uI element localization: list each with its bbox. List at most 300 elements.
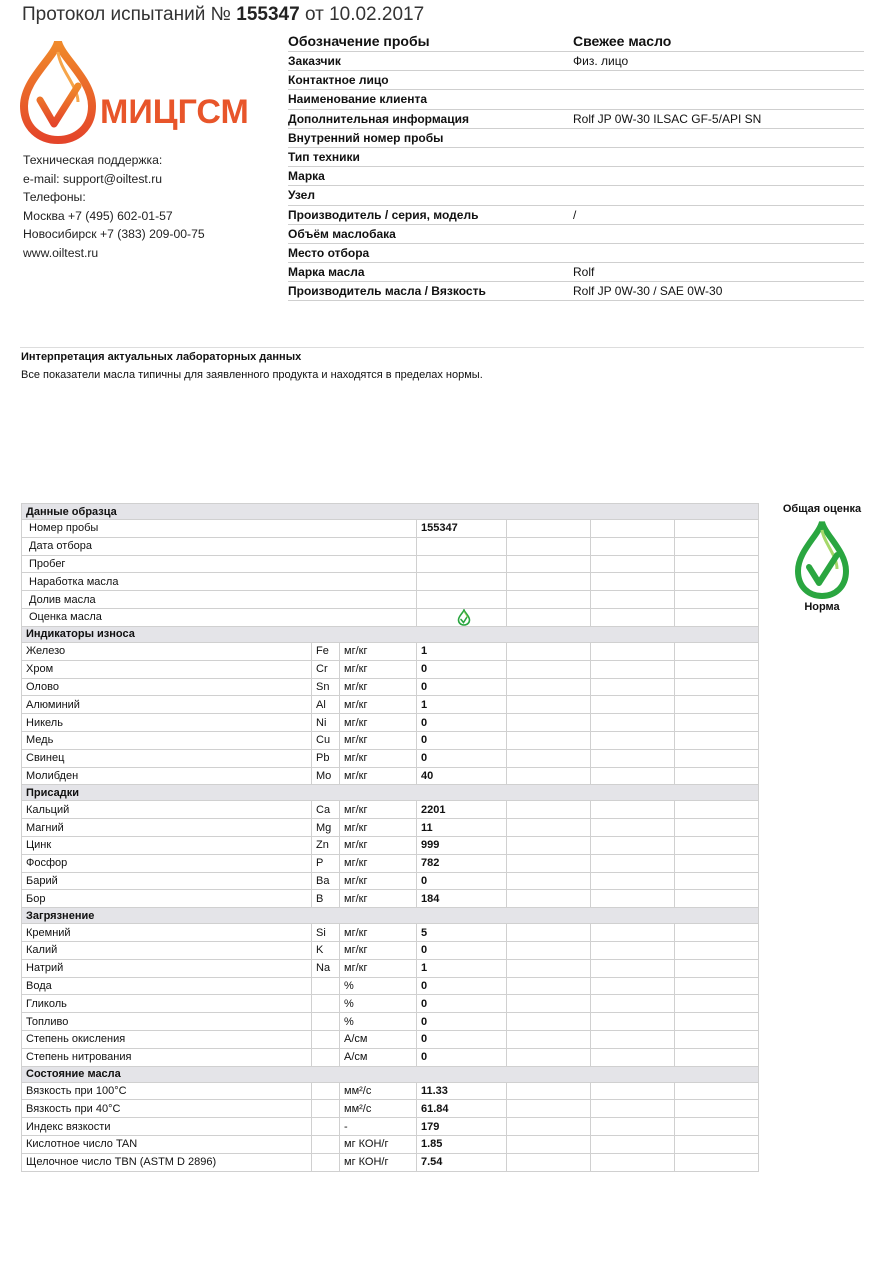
row-unit: мг/кг [340, 731, 417, 749]
empty-cell [675, 555, 759, 573]
empty-cell [675, 591, 759, 609]
empty-cell [507, 977, 591, 995]
row-symbol: Zn [312, 836, 340, 854]
empty-cell [675, 767, 759, 785]
info-label: Производитель масла / Вязкость [288, 282, 573, 301]
empty-cell [591, 537, 675, 555]
row-value: 0 [417, 977, 507, 995]
empty-cell [591, 959, 675, 977]
empty-cell [591, 767, 675, 785]
row-name: Кремний [22, 924, 312, 942]
empty-cell [591, 801, 675, 819]
empty-cell [591, 977, 675, 995]
section-header [22, 908, 759, 924]
info-value: / [573, 205, 864, 224]
empty-cell [675, 696, 759, 714]
interpretation-title: Интерпретация актуальных лабораторных данных [21, 351, 302, 363]
empty-cell [507, 872, 591, 890]
empty-cell [591, 1153, 675, 1171]
row-symbol: K [312, 941, 340, 959]
row-value: 2201 [417, 801, 507, 819]
row-value [417, 591, 507, 609]
row-unit: мг/кг [340, 854, 417, 872]
empty-cell [591, 555, 675, 573]
sample-info-row [288, 109, 864, 128]
table-row [22, 696, 759, 714]
empty-cell [675, 1135, 759, 1153]
row-value: 179 [417, 1118, 507, 1136]
row-symbol [312, 1153, 340, 1171]
row-symbol: P [312, 854, 340, 872]
table-row [22, 854, 759, 872]
table-row [22, 642, 759, 660]
row-symbol [312, 1030, 340, 1048]
empty-cell [591, 890, 675, 908]
empty-cell [507, 608, 591, 626]
empty-cell [507, 642, 591, 660]
info-value [573, 128, 864, 147]
empty-cell [507, 854, 591, 872]
support-contacts [23, 151, 205, 262]
row-name: Свинец [22, 749, 312, 767]
table-row [22, 1118, 759, 1136]
row-symbol: Cu [312, 731, 340, 749]
empty-cell [675, 608, 759, 626]
info-label: Марка [288, 167, 573, 186]
row-symbol [312, 1100, 340, 1118]
empty-cell [675, 1013, 759, 1031]
row-value: 0 [417, 872, 507, 890]
row-symbol [312, 1013, 340, 1031]
empty-cell [591, 924, 675, 942]
overall-assessment [776, 503, 868, 613]
section-title: Присадки [22, 785, 759, 801]
sample-designation-value: Свежее масло [573, 31, 864, 52]
empty-cell [675, 836, 759, 854]
empty-cell [507, 1013, 591, 1031]
info-label: Наименование клиента [288, 90, 573, 109]
support-heading: Техническая поддержка: [23, 153, 163, 167]
empty-cell [675, 749, 759, 767]
info-value: Rolf JP 0W-30 ILSAC GF-5/API SN [573, 109, 864, 128]
row-value: 184 [417, 890, 507, 908]
row-unit: мм²/с [340, 1082, 417, 1100]
sample-info-table [288, 31, 864, 301]
empty-cell [675, 1118, 759, 1136]
empty-cell [675, 959, 759, 977]
protocol-title [22, 4, 424, 26]
row-value [417, 555, 507, 573]
empty-cell [675, 714, 759, 732]
table-row [22, 678, 759, 696]
section-title: Состояние масла [22, 1066, 759, 1082]
empty-cell [675, 890, 759, 908]
info-label: Контактное лицо [288, 71, 573, 90]
table-row [22, 1082, 759, 1100]
row-symbol: Sn [312, 678, 340, 696]
empty-cell [507, 591, 591, 609]
row-unit: мг/кг [340, 872, 417, 890]
empty-cell [507, 767, 591, 785]
empty-cell [675, 520, 759, 538]
row-name: Кальций [22, 801, 312, 819]
row-name: Кислотное число TAN [22, 1135, 312, 1153]
website-link[interactable]: www.oiltest.ru [23, 245, 99, 260]
empty-cell [675, 642, 759, 660]
empty-cell [675, 819, 759, 837]
row-value: 0 [417, 1048, 507, 1066]
table-row [22, 995, 759, 1013]
row-value: 0 [417, 1030, 507, 1048]
row-name: Долив масла [22, 591, 417, 609]
info-label: Марка масла [288, 263, 573, 282]
info-label: Объём маслобака [288, 224, 573, 243]
row-unit: мг/кг [340, 678, 417, 696]
empty-cell [675, 537, 759, 555]
row-unit: мг/кг [340, 801, 417, 819]
table-row [22, 731, 759, 749]
row-value: 0 [417, 678, 507, 696]
table-row [22, 801, 759, 819]
row-unit: - [340, 1118, 417, 1136]
row-symbol: Ni [312, 714, 340, 732]
info-value [573, 167, 864, 186]
interpretation-text: Все показатели масла типичны для заявленного продукта и находятся в пределах нормы. [21, 369, 483, 381]
protocol-number: 155347 [236, 4, 300, 25]
row-name: Оценка масла [22, 608, 417, 626]
table-row [22, 1135, 759, 1153]
empty-cell [675, 854, 759, 872]
row-unit: мг/кг [340, 696, 417, 714]
info-value [573, 71, 864, 90]
row-value: 1 [417, 696, 507, 714]
row-symbol [312, 1082, 340, 1100]
row-value: 0 [417, 660, 507, 678]
row-name: Магний [22, 819, 312, 837]
empty-cell [507, 660, 591, 678]
row-unit: мг/кг [340, 714, 417, 732]
empty-cell [591, 872, 675, 890]
table-row [22, 1013, 759, 1031]
empty-cell [507, 1030, 591, 1048]
row-unit: мг/кг [340, 836, 417, 854]
overall-label: Общая оценка [782, 503, 862, 515]
row-value: 1.85 [417, 1135, 507, 1153]
section-title: Индикаторы износа [22, 626, 759, 642]
table-row [22, 924, 759, 942]
row-symbol: Ca [312, 801, 340, 819]
table-row [22, 819, 759, 837]
empty-cell [507, 1100, 591, 1118]
sample-info-row [288, 128, 864, 147]
sample-info-row [288, 52, 864, 71]
empty-cell [591, 696, 675, 714]
row-value: 7.54 [417, 1153, 507, 1171]
row-value [417, 573, 507, 591]
row-value: 0 [417, 995, 507, 1013]
row-symbol: Si [312, 924, 340, 942]
company-logo [20, 40, 260, 150]
table-row [22, 749, 759, 767]
row-unit: A/см [340, 1048, 417, 1066]
sample-info-row [288, 186, 864, 205]
info-label: Тип техники [288, 147, 573, 166]
row-name: Вязкость при 40°C [22, 1100, 312, 1118]
table-row [22, 660, 759, 678]
row-value: 0 [417, 1013, 507, 1031]
sample-designation-label: Обозначение пробы [288, 31, 573, 52]
empty-cell [591, 678, 675, 696]
info-label: Производитель / серия, модель [288, 205, 573, 224]
row-name: Топливо [22, 1013, 312, 1031]
oil-drop-check-icon [457, 609, 471, 626]
row-symbol [312, 977, 340, 995]
table-row [22, 836, 759, 854]
row-unit: A/см [340, 1030, 417, 1048]
empty-cell [591, 642, 675, 660]
empty-cell [507, 678, 591, 696]
sample-info-row [288, 147, 864, 166]
empty-cell [507, 714, 591, 732]
empty-cell [675, 801, 759, 819]
row-name: Калий [22, 941, 312, 959]
empty-cell [507, 1118, 591, 1136]
info-value: Физ. лицо [573, 52, 864, 71]
phone-novosibirsk: Новосибирск +7 (383) 209-00-75 [23, 227, 205, 241]
table-row [22, 1030, 759, 1048]
row-name: Номер пробы [22, 520, 417, 538]
empty-cell [591, 660, 675, 678]
row-name: Фосфор [22, 854, 312, 872]
table-row [22, 1153, 759, 1171]
sample-info-row [288, 71, 864, 90]
info-label: Место отбора [288, 243, 573, 262]
row-name: Наработка масла [22, 573, 417, 591]
table-row [22, 1100, 759, 1118]
section-header [22, 785, 759, 801]
section-header [22, 504, 759, 520]
row-name: Степень нитрования [22, 1048, 312, 1066]
row-symbol: Cr [312, 660, 340, 678]
table-row [22, 608, 759, 626]
row-value: 11 [417, 819, 507, 837]
empty-cell [507, 836, 591, 854]
empty-cell [675, 1030, 759, 1048]
empty-cell [675, 1100, 759, 1118]
sample-info-row [288, 282, 864, 301]
row-symbol: Mo [312, 767, 340, 785]
row-unit: мг/кг [340, 941, 417, 959]
sample-info-row [288, 90, 864, 109]
section-header [22, 626, 759, 642]
empty-cell [675, 924, 759, 942]
table-row [22, 714, 759, 732]
row-unit: мг/кг [340, 642, 417, 660]
sample-info-row [288, 167, 864, 186]
empty-cell [591, 1048, 675, 1066]
table-row [22, 1048, 759, 1066]
row-name: Пробег [22, 555, 417, 573]
row-value: 999 [417, 836, 507, 854]
row-value: 0 [417, 941, 507, 959]
row-symbol: Mg [312, 819, 340, 837]
row-value: 0 [417, 731, 507, 749]
row-name: Натрий [22, 959, 312, 977]
row-name: Барий [22, 872, 312, 890]
row-value: 155347 [417, 520, 507, 538]
brand-name: МИЦГСМ [100, 93, 249, 131]
row-name: Железо [22, 642, 312, 660]
support-email[interactable]: e-mail: support@oiltest.ru [23, 171, 163, 186]
empty-cell [507, 995, 591, 1013]
overall-status: Норма [804, 601, 840, 613]
row-unit: мг/кг [340, 890, 417, 908]
info-label: Внутренний номер пробы [288, 128, 573, 147]
empty-cell [591, 749, 675, 767]
table-row [22, 537, 759, 555]
table-row [22, 520, 759, 538]
row-unit: мг/кг [340, 767, 417, 785]
info-value [573, 243, 864, 262]
empty-cell [591, 819, 675, 837]
row-unit: мг/кг [340, 959, 417, 977]
empty-cell [507, 1153, 591, 1171]
empty-cell [591, 731, 675, 749]
row-value: 782 [417, 854, 507, 872]
table-row [22, 573, 759, 591]
row-value [417, 537, 507, 555]
row-value: 40 [417, 767, 507, 785]
row-name: Хром [22, 660, 312, 678]
empty-cell [591, 941, 675, 959]
empty-cell [507, 959, 591, 977]
empty-cell [591, 1135, 675, 1153]
row-symbol: Pb [312, 749, 340, 767]
row-name: Алюминий [22, 696, 312, 714]
table-row [22, 555, 759, 573]
empty-cell [591, 1013, 675, 1031]
row-unit: мм²/с [340, 1100, 417, 1118]
table-row [22, 941, 759, 959]
empty-cell [507, 537, 591, 555]
row-name: Медь [22, 731, 312, 749]
empty-cell [675, 1153, 759, 1171]
row-value: 1 [417, 959, 507, 977]
sample-info-row [288, 205, 864, 224]
row-symbol [312, 1048, 340, 1066]
empty-cell [507, 924, 591, 942]
phone-moscow: Москва +7 (495) 602-01-57 [23, 208, 173, 223]
row-name: Вязкость при 100°C [22, 1082, 312, 1100]
row-value: 0 [417, 749, 507, 767]
empty-cell [675, 660, 759, 678]
row-name: Вода [22, 977, 312, 995]
row-name: Щелочное число TBN (ASTM D 2896) [22, 1153, 312, 1171]
empty-cell [507, 941, 591, 959]
empty-cell [675, 1048, 759, 1066]
row-unit: мг/кг [340, 660, 417, 678]
empty-cell [507, 555, 591, 573]
empty-cell [675, 1082, 759, 1100]
info-value [573, 90, 864, 109]
empty-cell [675, 731, 759, 749]
empty-cell [507, 1082, 591, 1100]
row-unit: мг/кг [340, 924, 417, 942]
oil-drop-check-icon [792, 519, 852, 599]
row-symbol: B [312, 890, 340, 908]
row-symbol: Fe [312, 642, 340, 660]
sample-info-row [288, 263, 864, 282]
row-unit: % [340, 995, 417, 1013]
empty-cell [507, 749, 591, 767]
row-name: Молибден [22, 767, 312, 785]
info-value: Rolf JP 0W-30 / SAE 0W-30 [573, 282, 864, 301]
divider [20, 347, 864, 348]
row-unit: мг/кг [340, 749, 417, 767]
row-name: Олово [22, 678, 312, 696]
row-name: Бор [22, 890, 312, 908]
row-unit: мг КОН/г [340, 1153, 417, 1171]
empty-cell [507, 731, 591, 749]
row-unit: мг/кг [340, 819, 417, 837]
table-row [22, 977, 759, 995]
empty-cell [675, 872, 759, 890]
empty-cell [507, 696, 591, 714]
empty-cell [591, 1118, 675, 1136]
empty-cell [507, 520, 591, 538]
empty-cell [591, 854, 675, 872]
table-row [22, 591, 759, 609]
sample-info-row [288, 224, 864, 243]
info-value: Rolf [573, 263, 864, 282]
empty-cell [591, 608, 675, 626]
table-row [22, 890, 759, 908]
row-value: 5 [417, 924, 507, 942]
sample-info-row [288, 243, 864, 262]
empty-cell [507, 801, 591, 819]
row-symbol: Ba [312, 872, 340, 890]
empty-cell [591, 714, 675, 732]
empty-cell [591, 1082, 675, 1100]
row-unit: % [340, 1013, 417, 1031]
row-symbol [312, 1118, 340, 1136]
row-value: 11.33 [417, 1082, 507, 1100]
row-name: Гликоль [22, 995, 312, 1013]
empty-cell [507, 819, 591, 837]
row-unit: % [340, 977, 417, 995]
empty-cell [675, 678, 759, 696]
section-title: Загрязнение [22, 908, 759, 924]
row-symbol [312, 995, 340, 1013]
row-value: 0 [417, 714, 507, 732]
row-name: Никель [22, 714, 312, 732]
row-unit: мг КОН/г [340, 1135, 417, 1153]
section-header [22, 1066, 759, 1082]
empty-cell [591, 591, 675, 609]
info-label: Дополнительная информация [288, 109, 573, 128]
info-label: Заказчик [288, 52, 573, 71]
empty-cell [591, 995, 675, 1013]
protocol-date: от 10.02.2017 [304, 4, 425, 25]
empty-cell [507, 1048, 591, 1066]
title-prefix: Протокол испытаний № [22, 4, 231, 25]
table-row [22, 767, 759, 785]
row-name: Индекс вязкости [22, 1118, 312, 1136]
row-value: 61.84 [417, 1100, 507, 1118]
row-name: Дата отбора [22, 537, 417, 555]
info-value [573, 147, 864, 166]
row-symbol: Na [312, 959, 340, 977]
